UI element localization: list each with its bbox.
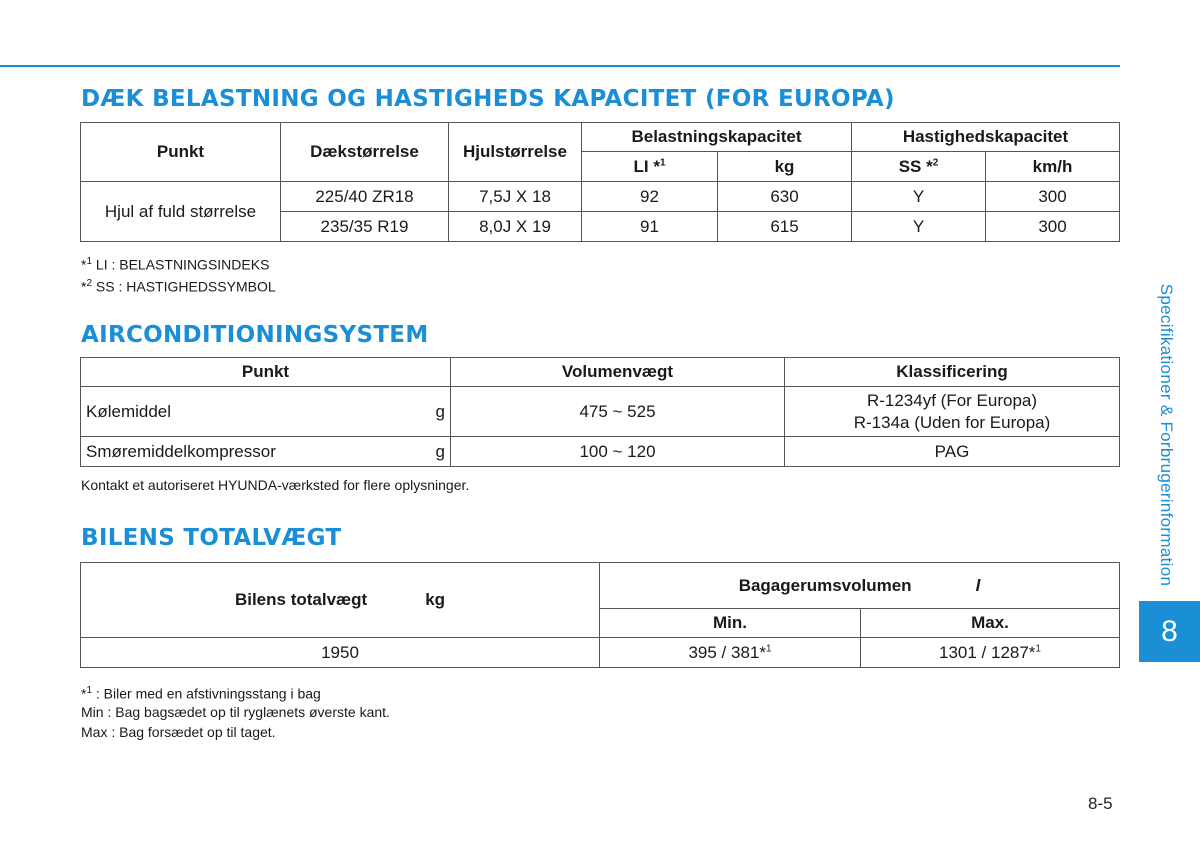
cell-li: 92 (582, 182, 718, 212)
cell-kmh: 300 (986, 182, 1120, 212)
cell-compressor-oil: Smøremiddelkompressor g (81, 437, 451, 467)
section-title-aircon: AIRCONDITIONINGSYSTEM (81, 322, 429, 348)
header-classification: Klassificering (785, 358, 1120, 387)
table-row (81, 387, 1120, 437)
cell-kg: 615 (718, 212, 852, 242)
section-title-total-weight: BILENS TOTALVÆGT (81, 525, 342, 551)
page-number: 8-5 (1088, 794, 1113, 813)
header-li: LI *$^1$ (582, 152, 718, 182)
chapter-title: Specifikationer & Forbrugerinformation (1157, 283, 1176, 587)
header-total-weight: Bilens totalvægt kg (81, 563, 600, 638)
cell-tyre: 225/40 ZR18 (281, 182, 449, 212)
aircon-note: Kontakt et autoriseret HYUNDA-værksted for flere oplysninger. (81, 477, 470, 493)
chapter-tab (1139, 601, 1200, 662)
cell-compressor-volume: 100 ~ 120 (451, 437, 785, 467)
header-punkt: Punkt (81, 358, 451, 387)
footnote-brace: *$^1$ : Biler med en afstivningsstang i bag (81, 685, 321, 702)
header-load-capacity: Belastningskapacitet (582, 123, 852, 152)
header-luggage-volume: Bagagerumsvolumen l (600, 563, 1120, 609)
tyre-load-table (80, 122, 1120, 242)
chapter-number: 8 (1161, 614, 1178, 648)
cell-total-weight: 1950 (81, 638, 600, 668)
header-ss: SS *$^2$ (852, 152, 986, 182)
header-volume-weight: Volumenvægt (451, 358, 785, 387)
cell-max-volume: 1301 / 1287*$^1$ (861, 638, 1120, 668)
table-row (81, 182, 1120, 212)
header-speed-capacity: Hastighedskapacitet (852, 123, 1120, 152)
cell-tyre: 235/35 R19 (281, 212, 449, 242)
header-kg: kg (718, 152, 852, 182)
header-min: Min. (600, 609, 861, 638)
cell-kmh: 300 (986, 212, 1120, 242)
cell-wheel: 8,0J X 19 (449, 212, 582, 242)
row-label-full-size: Hjul af fuld størrelse (81, 182, 281, 242)
aircon-table (80, 357, 1120, 467)
footnote-min: Min : Bag bagsædet op til ryglænets øverste kant. (81, 704, 390, 720)
cell-ss: Y (852, 182, 986, 212)
total-weight-table (80, 562, 1120, 668)
header-wheel-size: Hjulstørrelse (449, 123, 582, 182)
footnote-li: *$^1$ LI : BELASTNINGSINDEKS (81, 256, 270, 273)
cell-kg: 630 (718, 182, 852, 212)
header-tyre-size: Dækstørrelse (281, 123, 449, 182)
header-punkt: Punkt (81, 123, 281, 182)
cell-li: 91 (582, 212, 718, 242)
cell-ss: Y (852, 212, 986, 242)
cell-refrigerant-volume: 475 ~ 525 (451, 387, 785, 437)
table-row (81, 638, 1120, 668)
cell-min-volume: 395 / 381*$^1$ (600, 638, 861, 668)
header-max: Max. (861, 609, 1120, 638)
cell-refrigerant-class: R-1234yf (For Europa) R-134a (Uden for Europa) (785, 387, 1120, 437)
section-title-tyre-load: DÆK BELASTNING OG HASTIGHEDS KAPACITET (FOR EUROPA) (81, 86, 895, 112)
top-rule (0, 65, 1120, 67)
cell-refrigerant: Kølemiddel g (81, 387, 451, 437)
table-row (81, 437, 1120, 467)
footnote-max: Max : Bag forsædet op til taget. (81, 724, 276, 740)
header-kmh: km/h (986, 152, 1120, 182)
cell-compressor-class: PAG (785, 437, 1120, 467)
cell-wheel: 7,5J X 18 (449, 182, 582, 212)
footnote-ss: *$^2$ SS : HASTIGHEDSSYMBOL (81, 278, 276, 295)
